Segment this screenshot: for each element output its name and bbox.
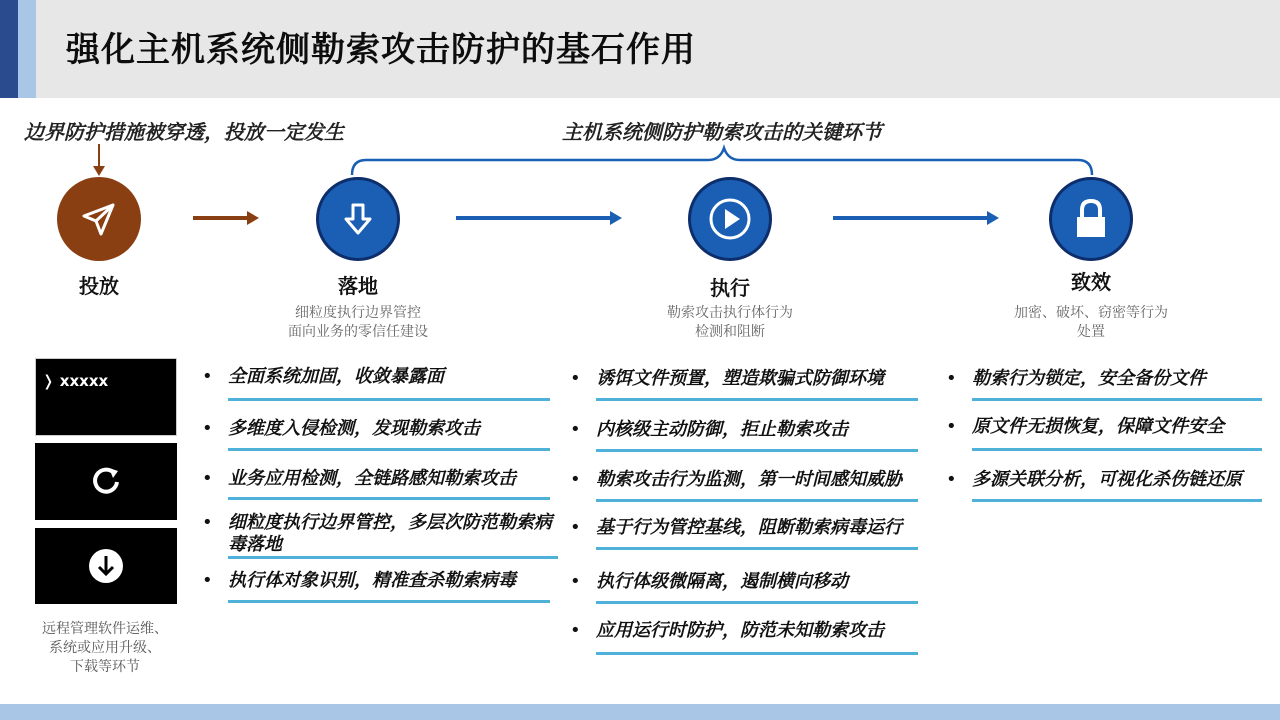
top-left-note: 边界防护措施被穿透，投放一定发生 [24, 120, 344, 144]
list-item [946, 469, 1262, 502]
list-item [202, 570, 550, 603]
list-item-text: 全面系统加固，收敛暴露面 [228, 366, 444, 387]
bullet: • [946, 368, 957, 389]
list-item [946, 368, 1262, 401]
stage-effect-desc-line: 加密、破坏、窃密等行为 [1014, 305, 1168, 321]
download-circle-icon [87, 547, 125, 585]
footer-accent-bar [0, 704, 1280, 720]
list-item-text: 勒索攻击行为监测，第一时间感知威胁 [596, 469, 902, 490]
stage-exec-circle [688, 177, 772, 261]
list-item [202, 468, 550, 500]
bullet: • [202, 366, 213, 387]
brace-line [352, 148, 1092, 175]
paper-plane-icon [77, 197, 121, 241]
stage-effect-circle [1049, 177, 1133, 261]
list-item [570, 419, 918, 452]
download-arrow-icon [338, 199, 378, 239]
arrow-exec-to-effect [833, 216, 987, 220]
stage-drop-circle [57, 177, 141, 261]
arrow-land-to-exec [456, 216, 610, 220]
list-item-text: 勒索行为锁定，安全备份文件 [972, 368, 1206, 389]
bullet: • [570, 469, 581, 490]
stage-effect-label: 致效 [1071, 270, 1111, 294]
brace-and-pointer [0, 100, 1280, 180]
stage-exec-desc-line: 检测和阻断 [695, 324, 765, 340]
list-item-text: 原文件无损恢复，保障文件安全 [972, 416, 1224, 437]
list-item [202, 366, 550, 401]
stage-exec-label: 执行 [710, 276, 750, 300]
bullet: • [946, 469, 957, 490]
stage-drop-label: 投放 [79, 274, 119, 298]
bullet: • [570, 419, 581, 440]
list-item [570, 368, 918, 401]
bullet: • [202, 512, 213, 533]
list-item-text: 细粒度执行边界管控，多层次防范勒索病毒落地 [228, 512, 552, 555]
stage-effect-desc [985, 304, 1197, 342]
lock-icon [1071, 197, 1111, 241]
list-item-text: 多维度入侵检测，发现勒索攻击 [228, 418, 480, 439]
list-item [570, 469, 918, 502]
list-item-text: 业务应用检测，全链路感知勒索攻击 [228, 468, 516, 489]
terminal-prompt: ❭ xxxxx [42, 372, 109, 390]
list-item-text: 诱饵文件预置，塑造欺骗式防御环境 [596, 368, 884, 389]
stage-effect-desc-line: 处置 [1077, 324, 1105, 340]
bullet: • [202, 468, 213, 489]
play-icon [707, 196, 753, 242]
footnote-line: 下载等环节 [70, 659, 140, 675]
bullet: • [570, 571, 581, 592]
list-item-text: 应用运行时防护，防范未知勒索攻击 [596, 620, 884, 641]
header-accent-light [18, 0, 36, 98]
stage-land-label: 落地 [338, 274, 378, 298]
left-panel-footnote [24, 620, 186, 677]
refresh-icon [88, 464, 124, 500]
update-panel [35, 443, 177, 520]
bullet: • [570, 620, 581, 641]
terminal-panel [35, 358, 177, 436]
list-item-text: 基于行为管控基线，阻断勒索病毒运行 [596, 517, 902, 538]
list-item-text: 执行体级微隔离，遏制横向移动 [596, 571, 848, 592]
header-accent-dark [0, 0, 18, 98]
list-item [570, 620, 918, 655]
page-title: 强化主机系统侧勒索攻击防护的基石作用 [66, 30, 696, 70]
bullet: • [202, 418, 213, 439]
stage-exec-desc-line: 勒索攻击执行体行为 [667, 305, 793, 321]
bullet: • [946, 416, 957, 437]
bullet: • [570, 517, 581, 538]
download-panel [35, 528, 177, 604]
brace-label: 主机系统侧防护勒索攻击的关键环节 [562, 120, 882, 144]
list-item [202, 512, 558, 559]
stage-exec-desc [630, 304, 830, 342]
footnote-line: 远程管理软件运维、 [42, 621, 168, 637]
list-item-text: 执行体对象识别，精准查杀勒索病毒 [228, 570, 516, 591]
bullet: • [570, 368, 581, 389]
stage-land-desc-line: 细粒度执行边界管控 [295, 305, 421, 321]
arrow-drop-to-land [193, 216, 247, 220]
list-item [570, 571, 918, 604]
bullet: • [202, 570, 213, 591]
stage-land-circle [316, 177, 400, 261]
stage-land-desc-line: 面向业务的零信任建设 [288, 324, 428, 340]
stage-land-desc [258, 304, 458, 342]
list-item-text: 多源关联分析，可视化杀伤链还原 [972, 469, 1242, 490]
pointer-head [93, 166, 105, 176]
list-item [570, 517, 918, 550]
list-item [202, 418, 550, 451]
list-item [946, 416, 1262, 451]
list-item-text: 内核级主动防御，拒止勒索攻击 [596, 419, 848, 440]
footnote-line: 系统或应用升级、 [49, 640, 161, 656]
